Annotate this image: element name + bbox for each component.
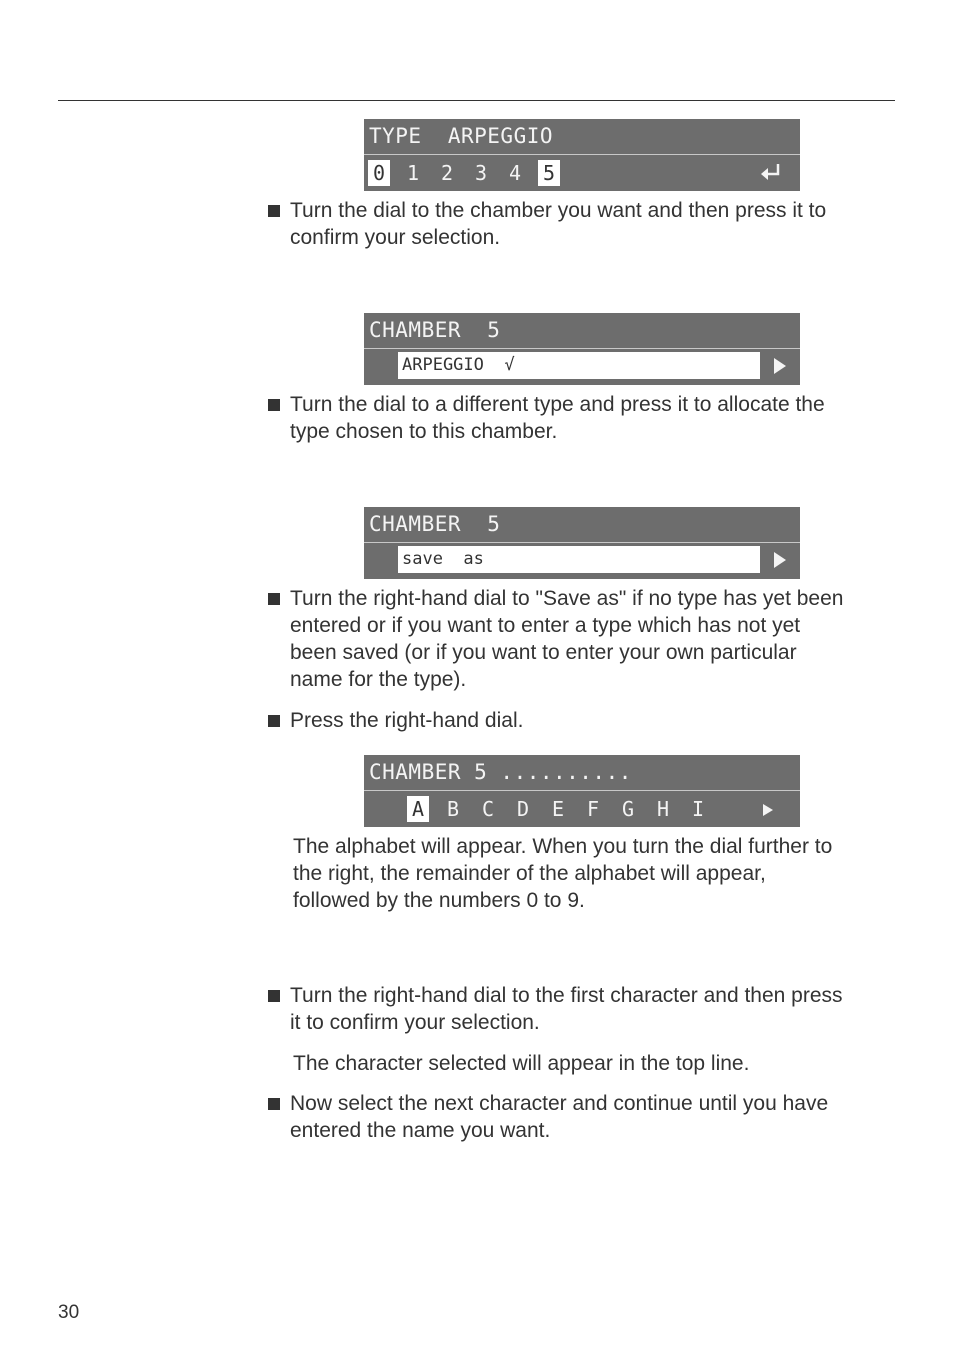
instruction-text: Turn the dial to the chamber you want and then press it to confirm your selection. <box>290 199 827 249</box>
header-rule <box>58 100 895 101</box>
letter-e: E <box>551 797 565 821</box>
lcd-bottom-line <box>364 791 800 827</box>
chamber-number-5: 5 <box>538 160 560 186</box>
alphabet-list <box>407 796 722 822</box>
type-field: ARPEGGIO √ <box>398 352 760 379</box>
letter-c: C <box>481 797 495 821</box>
bullet-square-icon <box>268 205 280 217</box>
instruction-step-5 <box>268 982 898 1036</box>
lcd-display-chamber-save-as <box>364 507 800 579</box>
instruction-step-4 <box>268 707 898 734</box>
bullet-square-icon <box>268 593 280 605</box>
instruction-step-3 <box>268 585 898 693</box>
lcd-bottom-line <box>364 155 800 191</box>
lcd-bottom-line <box>364 349 800 385</box>
bullet-square-icon <box>268 399 280 411</box>
lcd-top-line <box>364 507 800 543</box>
chamber-number-4: 4 <box>508 161 522 185</box>
lcd-top-line <box>364 313 800 349</box>
instruction-text: Turn the right-hand dial to the first character and then press it to confirm your selection. <box>290 984 843 1034</box>
chamber-number-1: 1 <box>406 161 420 185</box>
page-number: 30 <box>58 1302 80 1323</box>
enter-return-icon <box>758 161 784 185</box>
note-character-selected: The character selected will appear in the top line. <box>293 1052 750 1075</box>
lcd-display-chamber-arpeggio <box>364 313 800 385</box>
lcd-top-text: TYPE ARPEGGIO <box>369 124 554 148</box>
instruction-text: Turn the dial to a different type and press it to allocate the type chosen to this chamber. <box>290 393 825 443</box>
right-arrow-icon <box>774 552 786 568</box>
lcd-display-alphabet <box>364 755 800 827</box>
instruction-step-1 <box>268 197 898 251</box>
instruction-text: Press the right-hand dial. <box>290 709 524 732</box>
letter-a: A <box>407 796 429 822</box>
letter-h: H <box>656 797 670 821</box>
bullet-square-icon <box>268 715 280 727</box>
chamber-number-3: 3 <box>474 161 488 185</box>
letter-g: G <box>621 797 635 821</box>
letter-d: D <box>516 797 530 821</box>
instruction-text: Turn the right-hand dial to "Save as" if no type has yet been entered or if you want to enter a type which has not yet been saved (or if you want to enter your own particular name for the type). <box>290 587 844 691</box>
bullet-square-icon <box>268 990 280 1002</box>
lcd-top-line <box>364 755 800 791</box>
note-alphabet: The alphabet will appear. When you turn the dial further to the right, the remainder of the alphabet will appear, followed by the numbers 0 to 9. <box>293 835 833 912</box>
chamber-number-2: 2 <box>440 161 454 185</box>
bullet-square-icon <box>268 1098 280 1110</box>
right-arrow-icon <box>763 804 773 816</box>
lcd-top-text: CHAMBER 5 <box>369 512 501 536</box>
letter-f: F <box>586 797 600 821</box>
save-as-field: save as <box>398 546 760 573</box>
lcd-top-line <box>364 119 800 155</box>
lcd-bottom-line <box>364 543 800 579</box>
instruction-step-6 <box>268 1090 898 1144</box>
instruction-text: Now select the next character and continue until you have entered the name you want. <box>290 1092 829 1142</box>
chamber-number-list <box>368 160 572 186</box>
chamber-number-0: 0 <box>368 160 390 186</box>
letter-i: I <box>691 797 705 821</box>
lcd-top-text: CHAMBER 5 <box>369 318 501 342</box>
lcd-display-type-arpeggio <box>364 119 800 191</box>
letter-b: B <box>446 797 460 821</box>
right-arrow-icon <box>774 358 786 374</box>
instruction-step-2 <box>268 391 898 445</box>
lcd-top-text: CHAMBER 5 .......... <box>369 760 632 784</box>
